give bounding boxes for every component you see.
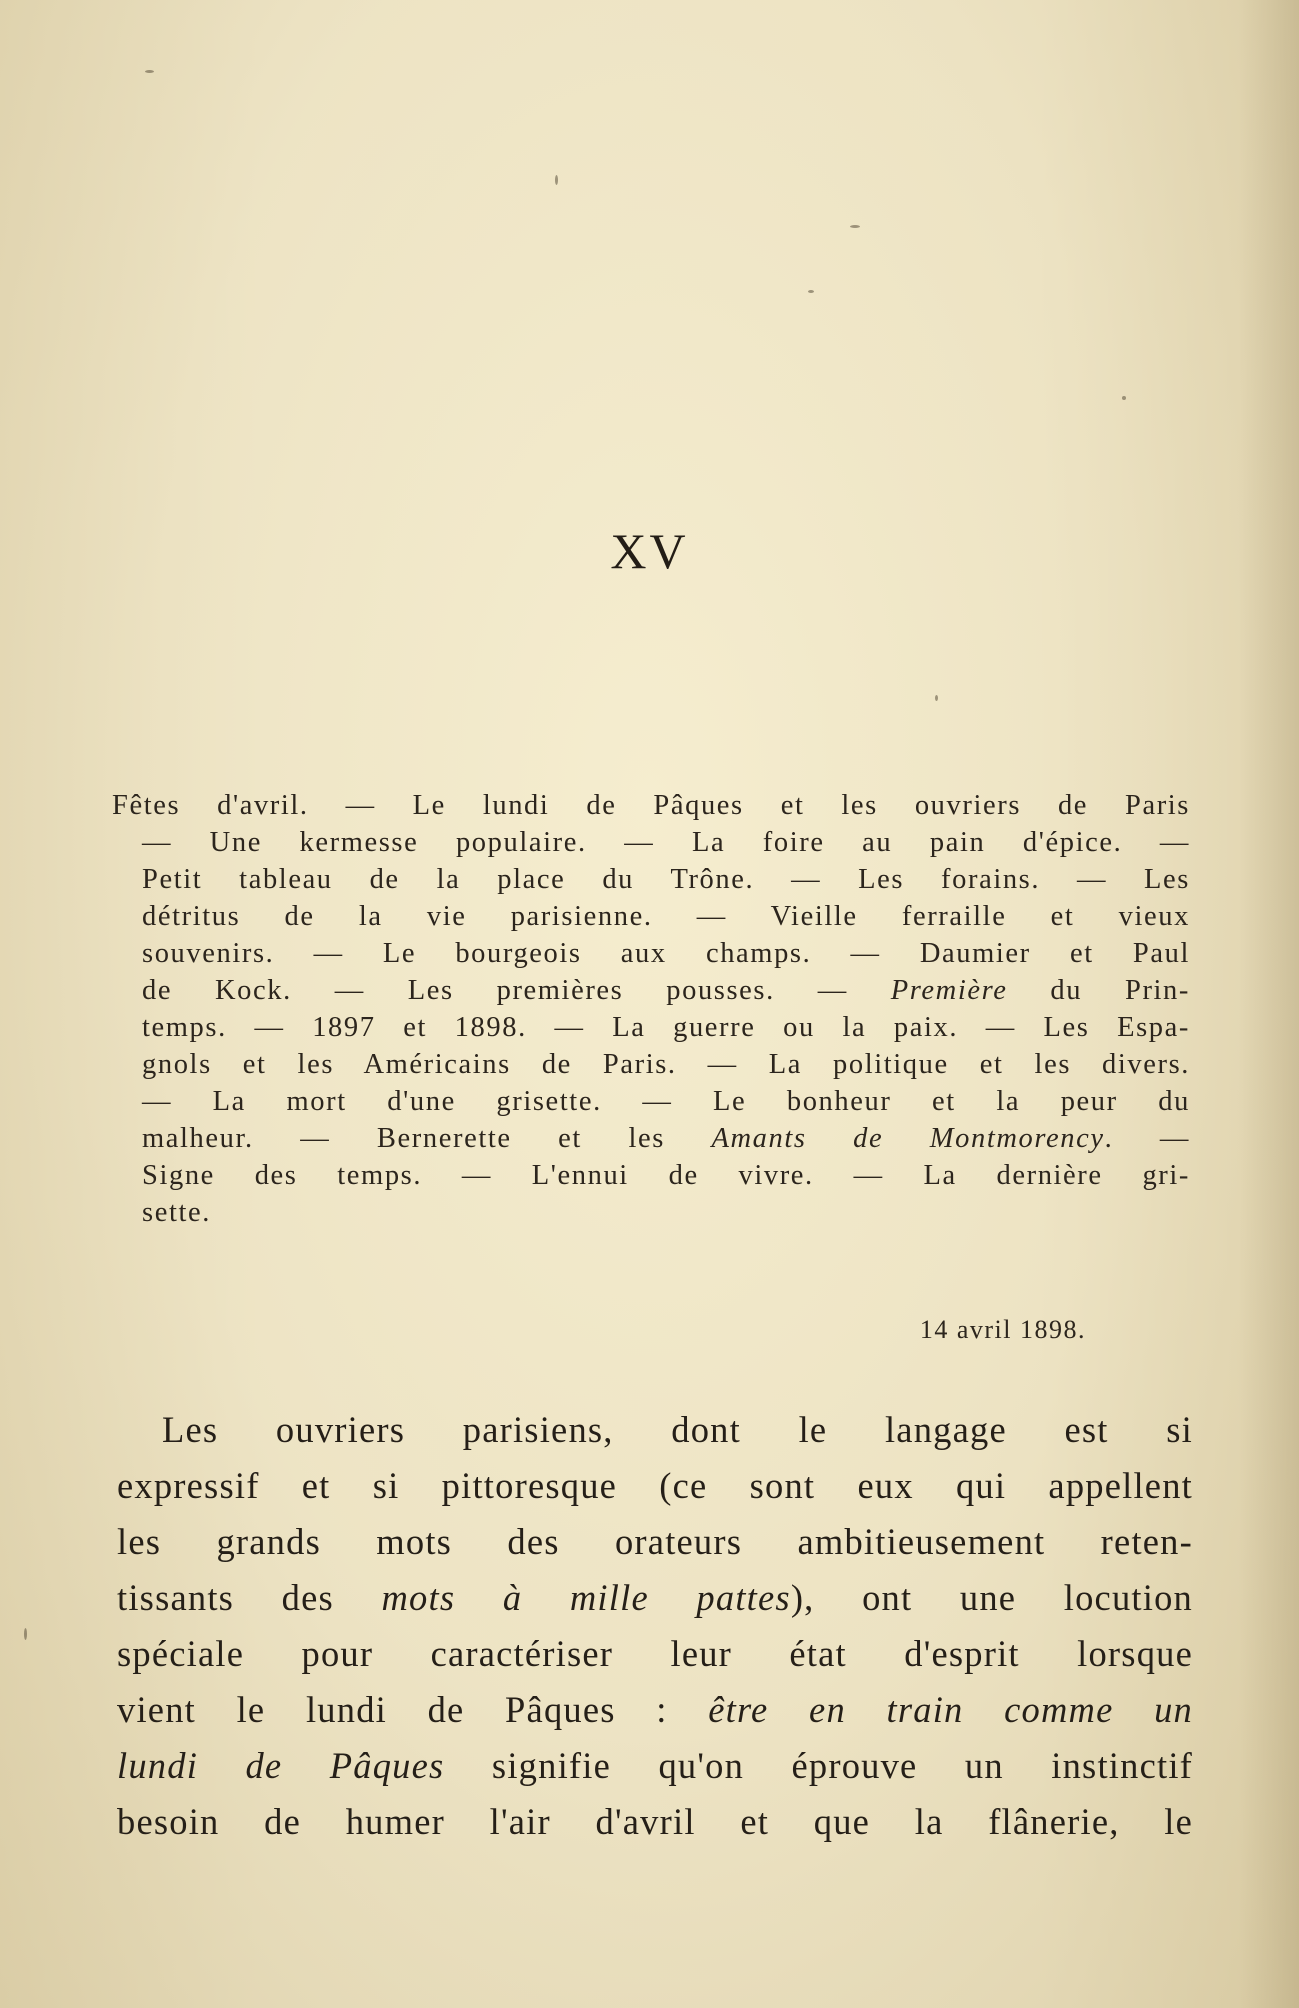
body-line: Les ouvriers parisiens, dont le langage est si [162,1409,1193,1450]
paper-speck [808,290,814,293]
summary-line: temps. — 1897 et 1898. — La guerre ou la paix. — Les Espa- [142,1012,1190,1043]
summary-line: sette. [142,1197,211,1228]
body-line [117,1738,1193,1794]
summary-italic-amants: Amants de Montmorency [711,1123,1105,1154]
summary-text: de Kock. — Les premières pousses. — [142,975,848,1006]
body-italic-etre: être en train comme un [708,1689,1193,1730]
chapter-summary [112,787,1190,1231]
summary-line [142,972,1190,1009]
paper-speck [145,70,154,73]
body-paragraph [117,1402,1193,1850]
summary-italic-premiere: Première [890,975,1008,1006]
paper-speck [1122,396,1126,400]
summary-line: Fêtes d'avril. — Le lundi de Pâques et les ouvriers de Paris [112,790,1190,821]
summary-line: — La mort d'une grisette. — Le bonheur et la peur du [142,1086,1190,1117]
body-line [117,1682,1193,1738]
paper-speck [935,695,938,701]
summary-line: Signe des temps. — L'ennui de vivre. — La dernière gri- [142,1160,1190,1191]
paper-speck [850,225,860,228]
body-italic-lundi: lundi de Pâques [117,1745,445,1786]
dateline: 14 avril 1898. [919,1315,1086,1344]
summary-line: Petit tableau de la place du Trône. — Les forains. — Les [142,864,1190,895]
summary-line [142,1120,1190,1157]
body-text: signifie qu'on éprouve un instinctif [491,1745,1194,1786]
body-line: les grands mots des orateurs ambitieusement reten- [117,1521,1193,1562]
summary-line: détritus de la vie parisienne. — Vieille ferraille et vieux [142,901,1190,932]
body-line: besoin de humer l'air d'avril et que la flânerie, le [117,1801,1193,1842]
paper-speck [555,175,558,185]
body-text: vient le lundi de Pâques : [117,1689,668,1730]
summary-line: — Une kermesse populaire. — La foire au pain d'épice. — [142,827,1190,858]
body-text: tissants des [117,1577,334,1618]
summary-text: du Prin- [1050,975,1190,1006]
summary-line: gnols et les Américains de Paris. — La politique et les divers. [142,1049,1190,1080]
page-edge-shadow [1239,0,1299,2008]
body-line [117,1570,1193,1626]
paper-speck [24,1628,27,1640]
body-line: spéciale pour caractériser leur état d'esprit lorsque [117,1633,1193,1674]
body-italic-mots: mots à mille pattes [381,1577,791,1618]
body-text: ), ont une locution [790,1577,1193,1618]
body-line: expressif et si pittoresque (ce sont eux qui appellent [117,1465,1193,1506]
summary-text: . — [1104,1123,1190,1154]
chapter-numeral: XV [610,523,689,579]
summary-text: malheur. — Bernerette et les [142,1123,665,1154]
summary-line: souvenirs. — Le bourgeois aux champs. — Daumier et Paul [142,938,1190,969]
